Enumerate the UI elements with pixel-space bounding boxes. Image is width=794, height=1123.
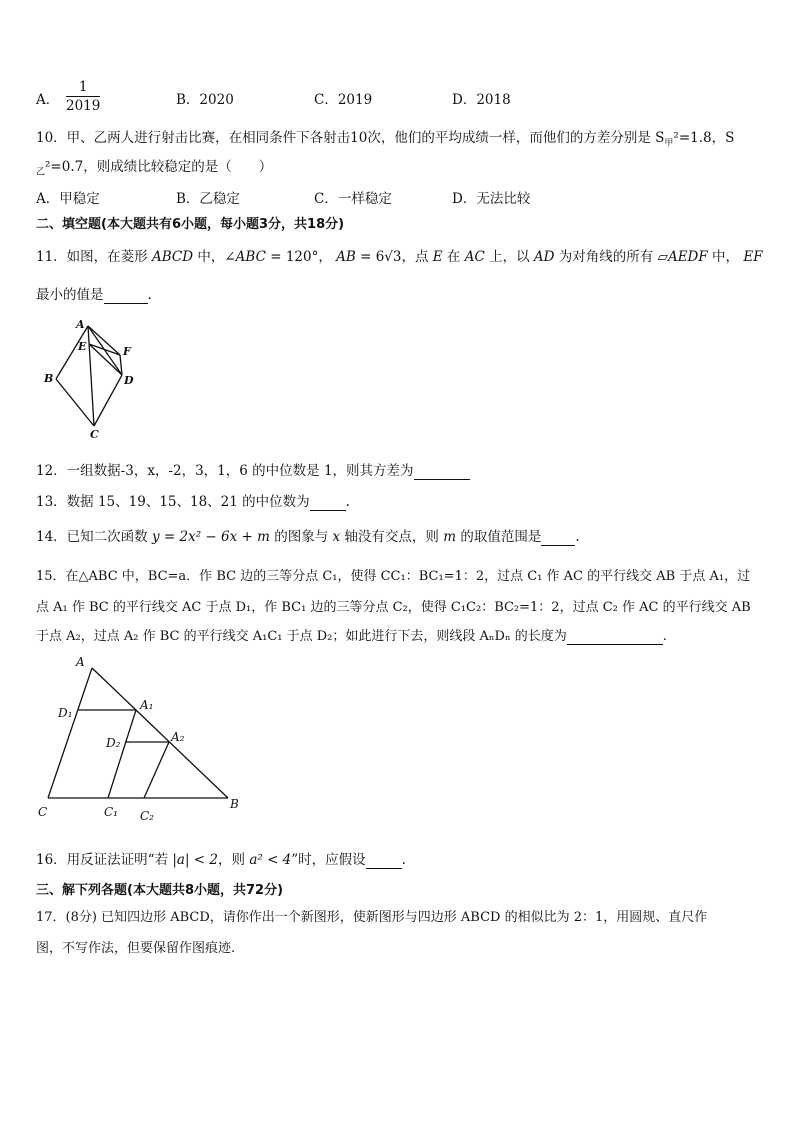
- q9-options: [36, 78, 756, 118]
- q9-option-d: D．2018: [452, 92, 511, 108]
- q10-line1: [36, 126, 734, 149]
- q11-text: 最小的值是: [36, 287, 104, 303]
- answer-blank: [104, 287, 148, 304]
- vertex-label-b: B: [44, 372, 54, 385]
- q10-option-c: C．一样稳定: [314, 191, 392, 207]
- q16-period: .: [401, 852, 406, 868]
- q11-text: 中，∠: [193, 249, 236, 265]
- vertex-label-c2: C₂: [140, 809, 154, 823]
- q15-period: .: [662, 629, 667, 644]
- q11-line2: [36, 283, 152, 304]
- q14-var: m: [443, 529, 457, 545]
- section-heading-solve: 三、解下列各题(本大题共8小题，共72分): [36, 883, 284, 898]
- q11-var: EF: [743, 249, 763, 265]
- fraction-numerator: 1: [66, 78, 100, 97]
- answer-blank: [310, 494, 346, 511]
- segment-ef: [89, 344, 120, 355]
- q10-text-3: ²=0.7，则成绩比较稳定的是（ ）: [45, 159, 273, 175]
- segment-ac: [88, 326, 94, 426]
- q11-var: AB: [336, 249, 356, 265]
- q11-var: E: [432, 249, 443, 265]
- answer-blank: [366, 852, 402, 869]
- vertex-label-c1: C₁: [104, 805, 118, 819]
- answer-blank: [541, 529, 575, 546]
- q11-text: 中，: [707, 249, 744, 265]
- q10-subscript-jia: 甲: [664, 138, 674, 149]
- segment-ab: [92, 668, 228, 798]
- vertex-label-d1: D₁: [58, 706, 73, 720]
- q11-var: AC: [464, 249, 485, 265]
- q13: [36, 490, 350, 511]
- q12: [36, 459, 470, 480]
- segment-a1c1: [108, 710, 136, 798]
- q16-text: 16．用反证法证明“若: [36, 852, 173, 868]
- q13-period: .: [345, 494, 350, 510]
- q11-line1: [36, 245, 763, 265]
- q9-option-a-label: A．: [36, 92, 60, 108]
- q13-text: 13．数据 15、19、15、18、21 的中位数为: [36, 494, 310, 510]
- q11-var: AEDF: [667, 249, 708, 265]
- q14-text: 14．已知二次函数: [36, 529, 152, 545]
- q10-text-2: ²=1.8，S: [673, 130, 735, 146]
- q10-options: [36, 187, 756, 207]
- q11-text: 为对角线的所有 ▱: [554, 249, 668, 265]
- vertex-label-d: D: [124, 374, 134, 387]
- q14-period: .: [575, 529, 580, 545]
- q14-text: 的图象与: [269, 529, 333, 545]
- q10-text-1: 10．甲、乙两人进行射击比赛，在相同条件下各射击10次，他们的平均成绩一样，而他们的方差分别是 S: [36, 130, 665, 146]
- q10-option-a: A．甲稳定: [36, 191, 100, 207]
- segment-a2c2: [144, 742, 169, 798]
- q15-line1: 15．在△ABC 中，BC=a．作 BC 边的三等分点 C₁，使得 CC₁：BC₁=1：2，过点 C₁ 作 AC 的平行线交 AB 于点 A₁，过: [36, 569, 751, 584]
- fraction-denominator: 2019: [66, 98, 101, 114]
- q11-period: .: [147, 287, 152, 303]
- q17-line2: 图，不写作法，但要保留作图痕迹.: [36, 941, 236, 956]
- vertex-label-a1: A₁: [140, 698, 154, 712]
- q11-text: = 6√3，点: [355, 249, 433, 265]
- q11-text: 11．如图，在菱形: [36, 249, 152, 265]
- q11-text: 上，以: [484, 249, 534, 265]
- q11-var: AD: [533, 249, 555, 265]
- segment-af: [88, 326, 120, 355]
- q9-option-a-fraction: [66, 78, 100, 115]
- vertex-label-a: A: [76, 655, 85, 669]
- q16-text: ，则: [218, 852, 250, 868]
- q11-text: 在: [442, 249, 465, 265]
- vertex-label-a: A: [76, 318, 85, 331]
- segment-cd: [94, 375, 122, 426]
- q10-subscript-yi: 乙: [36, 167, 46, 178]
- q9-option-b: B．2020: [176, 92, 234, 108]
- q10-option-b: B．乙稳定: [176, 191, 240, 207]
- q16-conclusion: a² < 4: [249, 852, 292, 868]
- q11-var: ABCD: [151, 249, 194, 265]
- segment-da: [88, 326, 122, 375]
- q10-option-d: D．无法比较: [452, 191, 531, 207]
- vertex-label-a2: A₂: [171, 730, 185, 744]
- q15-line2: 点 A₁ 作 BC 的平行线交 AC 于点 D₁，作 BC₁ 边的三等分点 C₂，使得 C₁C₂：BC₂=1：2，过点 C₂ 作 AC 的平行线交 AB: [36, 600, 751, 615]
- q17-line1: 17．(8分) 已知四边形 ABCD，请你作出一个新图形，使新图形与四边形 ABCD 的相似比为 2：1，用圆规、直尺作: [36, 910, 708, 925]
- q11-var: ABC: [235, 249, 266, 265]
- vertex-label-c: C: [90, 428, 99, 441]
- q12-text: 12．一组数据-3，x，-2，3，1，6 的中位数是 1，则其方差为: [36, 463, 414, 479]
- vertex-label-f: F: [123, 345, 131, 358]
- q14-function: y = 2x² − 6x + m: [151, 529, 270, 545]
- q14: [36, 525, 580, 546]
- section-heading-fill-blank: 二、填空题(本大题共有6小题，每小题3分，共18分): [36, 217, 345, 232]
- q14-var: x: [332, 529, 341, 545]
- vertex-label-e: E: [78, 340, 87, 353]
- segment-ac: [48, 668, 92, 798]
- q16-text: ”时，应假设: [291, 852, 366, 868]
- segment-bc: [56, 379, 94, 426]
- vertex-label-c: C: [38, 805, 48, 819]
- q14-text: 的取值范围是: [456, 529, 542, 545]
- answer-blank: [414, 463, 470, 480]
- vertex-label-b: B: [230, 797, 239, 811]
- answer-blank: [567, 629, 663, 645]
- q9-option-c: C．2019: [314, 92, 373, 108]
- triangle-figure: [32, 652, 252, 830]
- q15-text: 于点 A₂，过点 A₂ 作 BC 的平行线交 A₁C₁ 于点 D₂；如此进行下去，则线段 AₙDₙ 的长度为: [36, 629, 567, 644]
- segment-ed: [89, 344, 122, 375]
- q11-text: = 120°，: [265, 249, 337, 265]
- rhombus-figure: [40, 318, 140, 442]
- q15-line3: [36, 625, 667, 645]
- q16-condition: |a| < 2: [172, 852, 219, 868]
- q16: [36, 848, 406, 869]
- q10-line2: [36, 155, 272, 178]
- q14-text: 轴没有交点，则: [340, 529, 444, 545]
- vertex-label-d2: D₂: [106, 736, 121, 750]
